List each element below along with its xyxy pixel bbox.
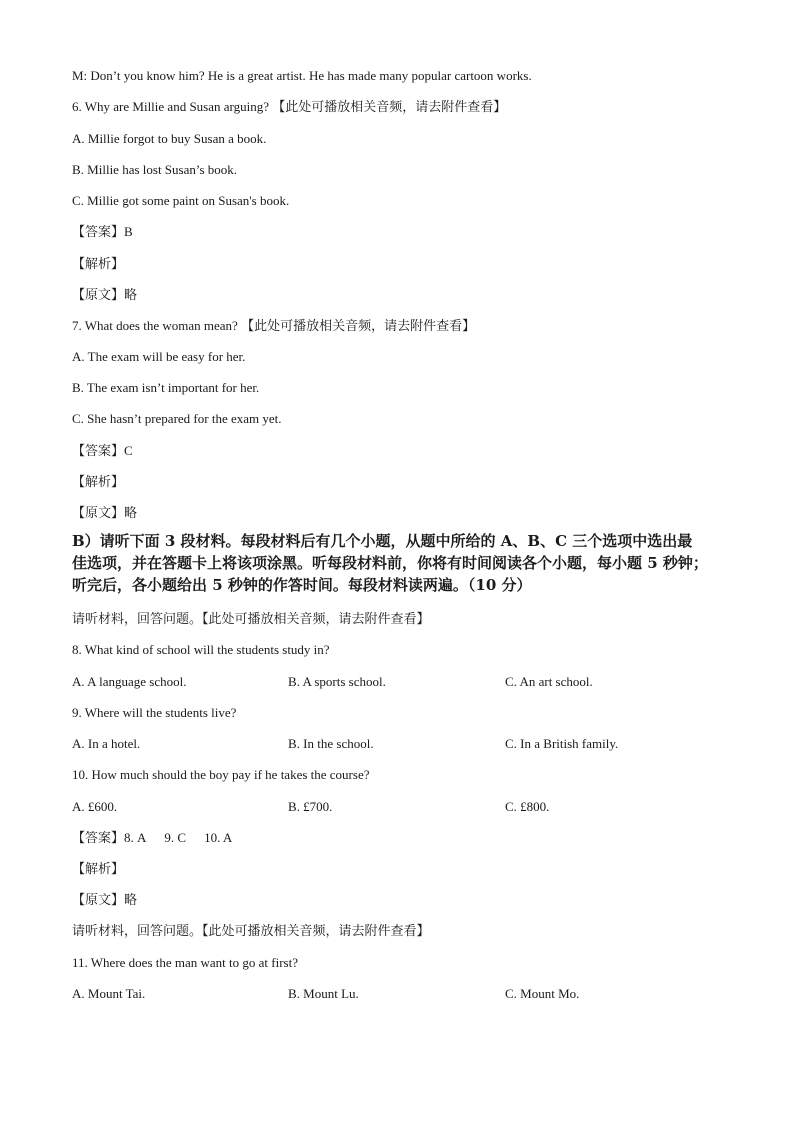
q6-option-b: B. Millie has lost Susan’s book.	[72, 162, 238, 177]
section-b-instructions	[72, 530, 732, 596]
answer-10: 10. A	[204, 830, 233, 845]
answer-9: 9. C	[164, 830, 187, 845]
q7-option-c: C. She hasn’t prepared for the exam yet.	[72, 411, 282, 426]
question-6: 6. Why are Millie and Susan arguing? 【此处可播放相关音频，请去附件查看】	[72, 99, 507, 114]
question-10: 10. How much should the boy pay if he takes the course?	[72, 767, 370, 782]
question-7: 7. What does the woman mean? 【此处可播放相关音频，请去附件查看】	[72, 318, 476, 333]
q11-option-c: C. Mount Mo.	[505, 986, 580, 1001]
q6-answer: 【答案】B	[72, 224, 133, 239]
answers-8-10	[72, 830, 754, 846]
q7-option-a: A. The exam will be easy for her.	[72, 349, 246, 364]
q8-option-c: C. An art school.	[505, 674, 593, 689]
q10-option-c: C. £800.	[505, 799, 550, 814]
section-b-line-2: 佳选项，并在答题卡上将该项涂黑。听每段材料前，你将有时间阅读各个小题，每小题 5 秒钟；	[72, 554, 708, 572]
q7-analysis: 【解析】	[72, 474, 125, 489]
answer-8: 8. A	[124, 830, 147, 845]
analysis-8-10: 【解析】	[72, 861, 125, 876]
listen-prompt-2: 请听材料，回答问题。【此处可播放相关音频，请去附件查看】	[72, 923, 430, 938]
question-8: 8. What kind of school will the students study in?	[72, 642, 330, 657]
q7-original-text: 【原文】略	[72, 505, 138, 520]
q9-option-b: B. In the school.	[288, 736, 374, 751]
dialogue-line: M: Don’t you know him? He is a great artist. He has made many popular cartoon works.	[72, 68, 532, 83]
original-text-8-10: 【原文】略	[72, 892, 138, 907]
question-11: 11. Where does the man want to go at first?	[72, 955, 298, 970]
q11-option-b: B. Mount Lu.	[288, 986, 359, 1001]
q6-option-a: A. Millie forgot to buy Susan a book.	[72, 131, 267, 146]
q11-option-a: A. Mount Tai.	[72, 986, 146, 1001]
section-b-line-1: B）请听下面 3 段材料。每段材料后有几个小题，从题中所给的 A、B、C 三个选项中选出最	[72, 532, 693, 550]
q8-option-b: B. A sports school.	[288, 674, 386, 689]
answer-label: 【答案】	[72, 830, 125, 845]
q6-analysis: 【解析】	[72, 256, 125, 271]
listen-prompt-1: 请听材料，回答问题。【此处可播放相关音频，请去附件查看】	[72, 611, 430, 626]
q6-option-c: C. Millie got some paint on Susan's book.	[72, 193, 290, 208]
section-b-line-3: 听完后，各小题给出 5 秒钟的作答时间。每段材料读两遍。（10 分）	[72, 576, 532, 594]
question-9: 9. Where will the students live?	[72, 705, 237, 720]
q10-option-b: B. £700.	[288, 799, 333, 814]
q9-option-c: C. In a British family.	[505, 736, 619, 751]
q6-original-text: 【原文】略	[72, 287, 138, 302]
q9-option-a: A. In a hotel.	[72, 736, 141, 751]
q10-option-a: A. £600.	[72, 799, 118, 814]
q8-option-a: A. A language school.	[72, 674, 187, 689]
q7-answer: 【答案】C	[72, 443, 133, 458]
q7-option-b: B. The exam isn’t important for her.	[72, 380, 260, 395]
